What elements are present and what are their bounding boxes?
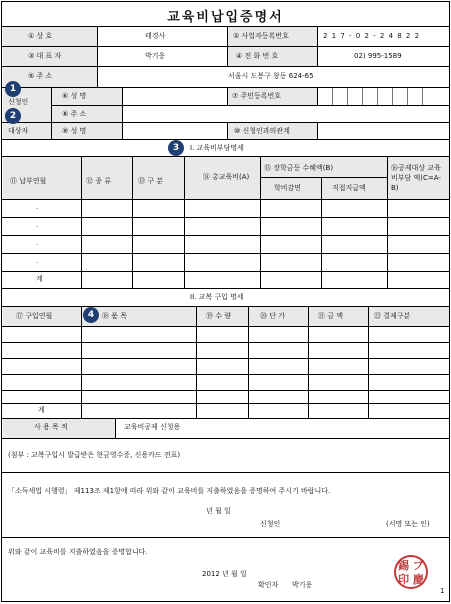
divider: [368, 306, 369, 418]
total-education-cost-header: ⑭ 총교육비(A): [202, 173, 250, 181]
type-header: ⑫ 종 류: [86, 177, 111, 185]
target-side-label: 대상자: [8, 127, 29, 135]
section1-row-marker: .: [36, 221, 39, 229]
business-number-label: ② 사업자등록번호: [233, 32, 289, 40]
direct-payment-header: 직접지급액: [332, 184, 366, 192]
divider: [81, 156, 82, 288]
divider: [2, 271, 449, 272]
scholarship-header: ⑮ 장학금등 수혜액(B): [264, 164, 334, 172]
divider: [227, 26, 228, 66]
certifier-name: 박기웅: [292, 581, 313, 589]
divider: [97, 26, 98, 87]
digit-divider: [332, 88, 333, 105]
address-label: ⑤ 주 소: [28, 72, 53, 80]
section1-total-label: 계: [36, 275, 43, 283]
declaration-text: 「소득세법 시행령」 제113조 제1항에 따라 위와 같이 교육비를 지출하였음을 증명하여 주시기 바랍니다.: [8, 487, 331, 495]
category-header: ⑬ 구 분: [138, 177, 163, 185]
payment-month-header: ⑪ 납부연월: [10, 177, 47, 185]
phone-label: ④ 전 화 번 호: [236, 52, 279, 60]
company-name-value: 태경사: [145, 32, 166, 40]
digit-divider: [392, 88, 393, 105]
divider: [2, 288, 449, 289]
page-number: 1: [440, 587, 445, 595]
unit-price-header: ⑳ 단 가: [260, 312, 285, 320]
section1-row-marker: .: [36, 257, 39, 265]
item-header: ⑱ 품 목: [102, 312, 127, 320]
divider: [317, 122, 318, 139]
certify-text: 위와 같이 교육비를 지출하였음을 증명합니다.: [8, 548, 148, 556]
divider: [132, 156, 133, 288]
section2-title: II. 교복 구입 명세: [190, 293, 244, 301]
divider: [317, 26, 318, 66]
divider: [2, 374, 449, 375]
business-number-value: 2 1 7 - 0 2 - 2 4 8 2 2: [323, 32, 421, 40]
divider: [122, 87, 123, 139]
certificate-page: [1, 1, 450, 602]
representative-value: 박기웅: [145, 52, 166, 60]
divider: [81, 306, 82, 418]
divider: [308, 306, 309, 418]
phone-value: 02) 995-1589: [354, 52, 402, 60]
usage-purpose-label: 사 용 목 적: [34, 423, 68, 431]
divider: [2, 326, 449, 327]
section1-title: I. 교육비부담명세: [190, 144, 244, 152]
address-value: 서울시 도봉구 창동 624-65: [228, 72, 314, 80]
divider: [227, 87, 228, 105]
divider: [317, 87, 318, 105]
divider: [2, 46, 449, 47]
certifier-label: 확인자: [258, 581, 279, 589]
tuition-reduction-header: 학비감면: [274, 184, 302, 192]
divider: [2, 342, 449, 343]
digit-divider: [347, 88, 348, 105]
purchase-month-header: ⑰ 구입연월: [16, 312, 53, 320]
divider: [2, 358, 449, 359]
divider: [2, 537, 449, 538]
divider: [2, 438, 449, 439]
divider: [2, 217, 449, 218]
divider: [196, 306, 197, 418]
divider: [2, 199, 449, 200]
quantity-header: ⑲ 수 량: [206, 312, 231, 320]
applicant-side-label: 신청인: [8, 98, 29, 106]
document-title: 교육비납입증명서: [167, 10, 284, 25]
section2-total-label: 계: [38, 406, 45, 414]
callout-badge-3: 3: [168, 140, 184, 156]
attachment-note: (첨부 : 교복구입시 발급받은 현금영수증, 신용카드 전표): [8, 451, 181, 459]
applicant-rrn-label: ⑦ 주민등록번호: [232, 92, 282, 100]
target-name-label: ⑨ 성 명: [62, 127, 87, 135]
declaration-applicant: 신청인: [260, 520, 281, 528]
divider: [184, 156, 185, 288]
callout-badge-4: 4: [83, 307, 99, 323]
callout-badge-2: 2: [5, 108, 21, 124]
divider: [227, 122, 228, 139]
digit-divider: [362, 88, 363, 105]
section1-row-marker: .: [36, 239, 39, 247]
callout-badge-1: 1: [5, 81, 21, 97]
divider: [260, 177, 387, 178]
digit-divider: [422, 88, 423, 105]
declaration-signature: (서명 또는 인): [386, 520, 430, 528]
divider: [2, 403, 449, 404]
divider: [51, 105, 449, 106]
divider: [260, 156, 261, 288]
representative-label: ③ 대 표 자: [28, 52, 62, 60]
declaration-date: 년 월 일: [206, 507, 231, 515]
target-relation-label: ⑩ 신청인과의관계: [234, 127, 290, 135]
company-name-label: ① 상 호: [28, 32, 53, 40]
amount-header: ㉑ 금 액: [318, 312, 343, 320]
applicant-address-label: ⑧ 주 소: [62, 110, 87, 118]
divider: [2, 122, 449, 123]
divider: [2, 472, 449, 473]
usage-purpose-value: 교육비공제 신청용: [124, 423, 181, 431]
divider: [2, 139, 449, 140]
red-seal-stamp: 錫 プ 印 慶: [394, 555, 428, 589]
divider: [248, 306, 249, 418]
deductible-amount-header: ⑯공제대상 교육비부담 액(C=A-B): [391, 164, 441, 192]
divider: [2, 66, 449, 67]
section1-row-marker: .: [36, 203, 39, 211]
divider: [115, 418, 116, 438]
divider: [2, 253, 449, 254]
divider: [51, 87, 52, 139]
applicant-name-label: ⑥ 성 명: [62, 92, 87, 100]
divider: [2, 235, 449, 236]
divider: [387, 156, 388, 288]
digit-divider: [377, 88, 378, 105]
certify-date: 2012 년 월 일: [202, 570, 247, 578]
payment-type-header: ㉒ 결제구분: [374, 312, 411, 320]
divider: [2, 390, 449, 391]
digit-divider: [407, 88, 408, 105]
